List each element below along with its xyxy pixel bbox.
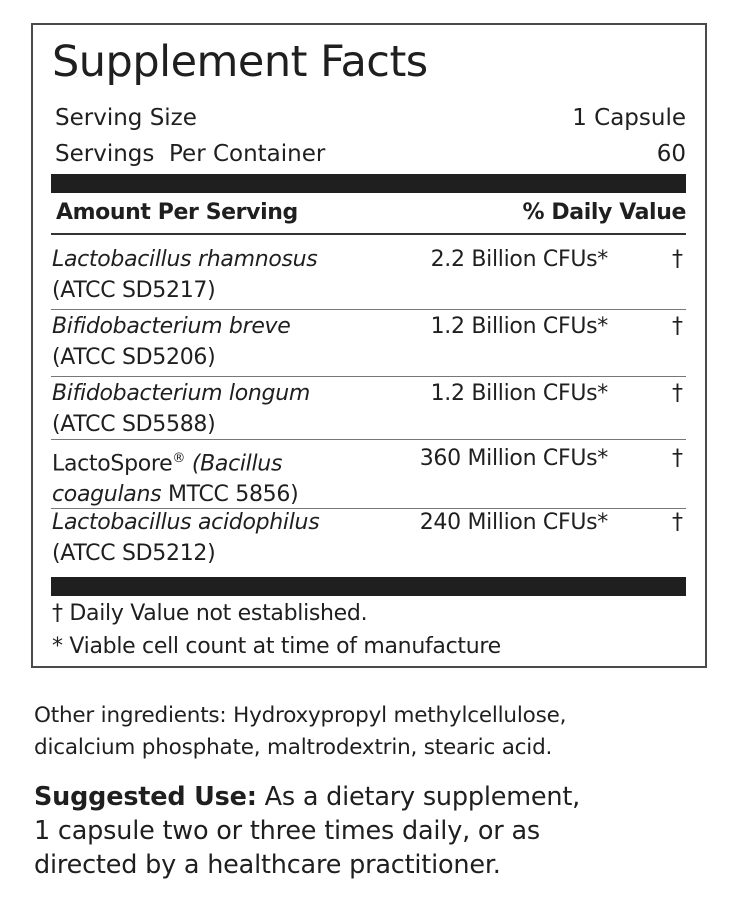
ingredient-amount: 1.2 Billion CFUs* xyxy=(430,381,608,406)
ingredient-daily-value: † xyxy=(672,314,683,339)
ingredient-amount: 1.2 Billion CFUs* xyxy=(430,314,608,339)
ingredient-name xyxy=(52,507,319,569)
row-divider xyxy=(51,439,686,440)
ingredient-strain: (ATCC SD5588) xyxy=(52,412,216,437)
supplement-facts-panel xyxy=(31,23,707,668)
suggested-use-text: 1 capsule two or three times daily, or as xyxy=(34,816,540,846)
daily-value-header: % Daily Value xyxy=(522,199,686,225)
ingredient-daily-value: † xyxy=(672,510,683,535)
suggested-use-text: directed by a healthcare practitioner. xyxy=(34,850,501,880)
serving-size-value: 1 Capsule xyxy=(572,105,686,131)
ingredient-strain: MTCC 5856) xyxy=(161,482,299,508)
other-ingredients xyxy=(34,700,694,764)
amount-per-serving-header: Amount Per Serving xyxy=(56,199,298,225)
ingredient-strain: (ATCC SD5217) xyxy=(52,278,216,303)
ingredient-name xyxy=(52,378,310,440)
column-header-row xyxy=(56,195,686,229)
ingredient-amount: 240 Million CFUs* xyxy=(419,510,608,535)
suggested-use-label: Suggested Use: xyxy=(34,782,257,812)
header-divider xyxy=(51,233,686,235)
serving-size-row xyxy=(55,103,686,133)
servings-value: 60 xyxy=(656,141,686,167)
row-divider xyxy=(51,376,686,377)
panel-title: Supplement Facts xyxy=(52,37,428,87)
footnote-viable-count: * Viable cell count at time of manufacture xyxy=(52,634,501,659)
thick-divider-bottom xyxy=(51,577,686,596)
thick-divider-top xyxy=(51,174,686,193)
registered-mark: ® xyxy=(172,451,186,466)
ingredient-daily-value: † xyxy=(672,247,683,272)
ingredient-name xyxy=(52,244,317,306)
other-ingredients-line: Other ingredients: Hydroxypropyl methylcellulose, xyxy=(34,703,567,728)
ingredient-daily-value: † xyxy=(672,446,683,471)
ingredient-species: Bifidobacterium longum xyxy=(52,381,310,406)
row-divider xyxy=(51,309,686,310)
serving-size-label: Serving Size xyxy=(55,105,197,131)
ingredient-species: coagulans xyxy=(52,482,162,508)
servings-per-container-row xyxy=(55,139,686,169)
ingredient-species: Bifidobacterium breve xyxy=(52,314,291,339)
ingredient-amount: 2.2 Billion CFUs* xyxy=(430,247,608,272)
ingredient-genus: (Bacillus xyxy=(185,451,283,477)
servings-label: Servings Per Container xyxy=(55,141,326,167)
ingredient-species: Lactobacillus rhamnosus xyxy=(52,247,318,272)
ingredient-amount: 360 Million CFUs* xyxy=(419,446,608,471)
ingredient-name xyxy=(52,311,291,373)
ingredient-strain: (ATCC SD5206) xyxy=(52,345,216,370)
footnote-daily-value: † Daily Value not established. xyxy=(52,601,368,626)
ingredient-daily-value: † xyxy=(672,381,683,406)
other-ingredients-line: dicalcium phosphate, maltrodextrin, stearic acid. xyxy=(34,735,553,760)
ingredient-strain: (ATCC SD5212) xyxy=(52,541,216,566)
ingredient-brand: LactoSpore xyxy=(52,451,173,477)
suggested-use-text: As a dietary supplement, xyxy=(256,782,581,812)
ingredient-name xyxy=(52,443,298,510)
ingredient-species: Lactobacillus acidophilus xyxy=(52,510,320,535)
suggested-use xyxy=(34,780,694,882)
